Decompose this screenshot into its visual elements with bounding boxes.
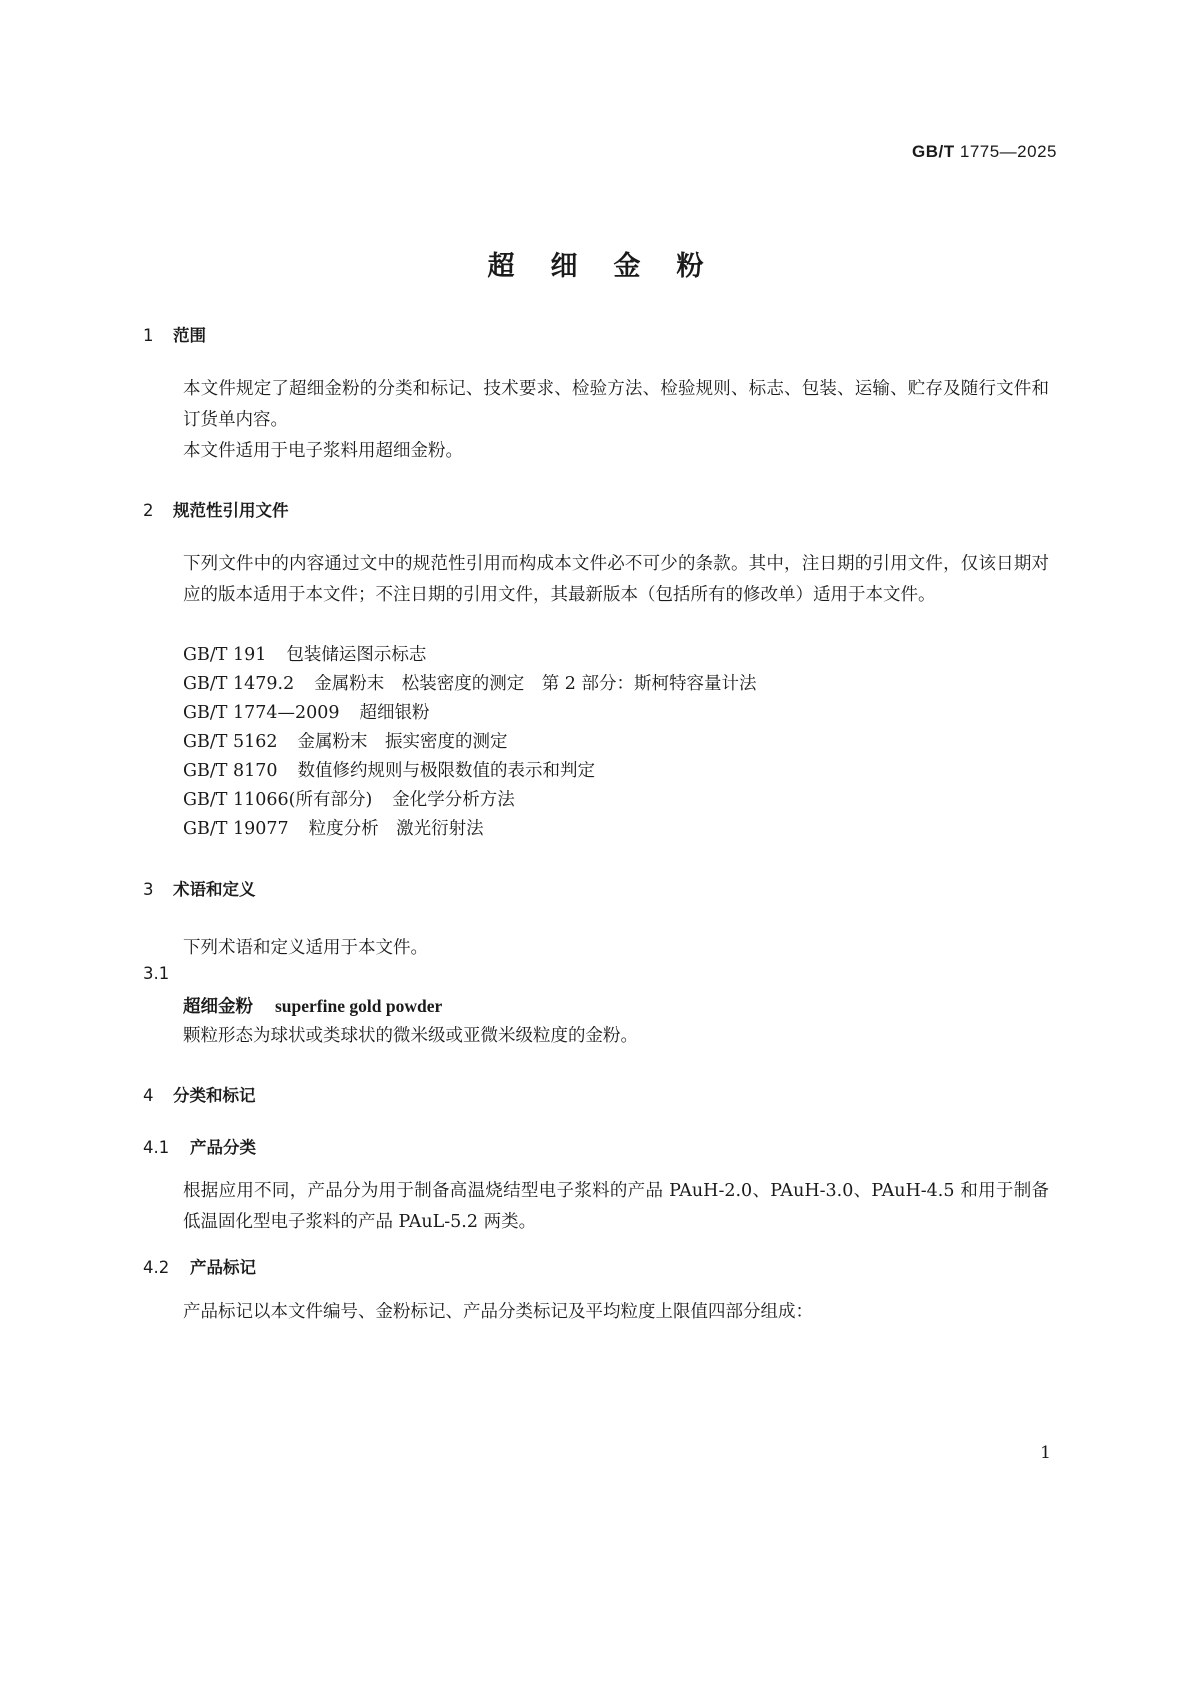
reference-item: GB/T 1479.2 金属粉末 松装密度的测定 第 2 部分：斯柯特容量计法 [183, 674, 757, 694]
section-4-1-para: 根据应用不同，产品分为用于制备高温烧结型电子浆料的产品 PAuH-2.0、PAuH-3.0、PAuH-4.5 和用于制备低温固化型电子浆料的产品 PAuL-5.2 两类。 [183, 1181, 1049, 1232]
reference-item: GB/T 11066(所有部分) 金化学分析方法 [183, 790, 515, 810]
section-1-heading: 1 范围 [143, 326, 206, 345]
reference-item: GB/T 19077 粒度分析 激光衍射法 [183, 819, 484, 839]
term-entry [183, 993, 442, 1018]
section-1-para-2: 本文件适用于电子浆料用超细金粉。 [183, 441, 463, 461]
term-en: superfine gold powder [275, 996, 443, 1016]
reference-item: GB/T 1774—2009 超细银粉 [183, 703, 430, 723]
section-4-heading: 4 分类和标记 [143, 1086, 256, 1105]
reference-item: GB/T 191 包装储运图示标志 [183, 645, 427, 665]
term-zh: 超细金粉 [183, 997, 253, 1017]
standard-prefix: GB/T [912, 142, 955, 161]
section-1-para-1: 本文件规定了超细金粉的分类和标记、技术要求、检验方法、检验规则、标志、包装、运输、贮存及随行文件和订货单内容。 [183, 379, 1049, 430]
standard-code: 1775—2025 [959, 142, 1057, 161]
reference-item: GB/T 5162 金属粉末 振实密度的测定 [183, 732, 508, 752]
section-2-heading: 2 规范性引用文件 [143, 501, 289, 520]
term-definition: 颗粒形态为球状或类球状的微米级或亚微米级粒度的金粉。 [183, 1026, 638, 1046]
document-title: 超细金粉 [487, 251, 740, 282]
section-4-1-heading: 4.1 产品分类 [143, 1138, 256, 1157]
section-3-intro: 下列术语和定义适用于本文件。 [183, 938, 428, 958]
section-2-para-1: 下列文件中的内容通过文中的规范性引用而构成本文件必不可少的条款。其中，注日期的引用文件，仅该日期对应的版本适用于本文件；不注日期的引用文件，其最新版本（包括所有的修改单）适用于本文件。 [183, 554, 1049, 605]
standard-number [912, 142, 1057, 162]
section-4-2-heading: 4.2 产品标记 [143, 1258, 256, 1277]
section-4-2-para: 产品标记以本文件编号、金粉标记、产品分类标记及平均粒度上限值四部分组成： [183, 1302, 813, 1322]
reference-item: GB/T 8170 数值修约规则与极限数值的表示和判定 [183, 761, 596, 781]
section-3-heading: 3 术语和定义 [143, 880, 256, 899]
page-number: 1 [1040, 1443, 1051, 1463]
term-number: 3.1 [143, 964, 170, 983]
